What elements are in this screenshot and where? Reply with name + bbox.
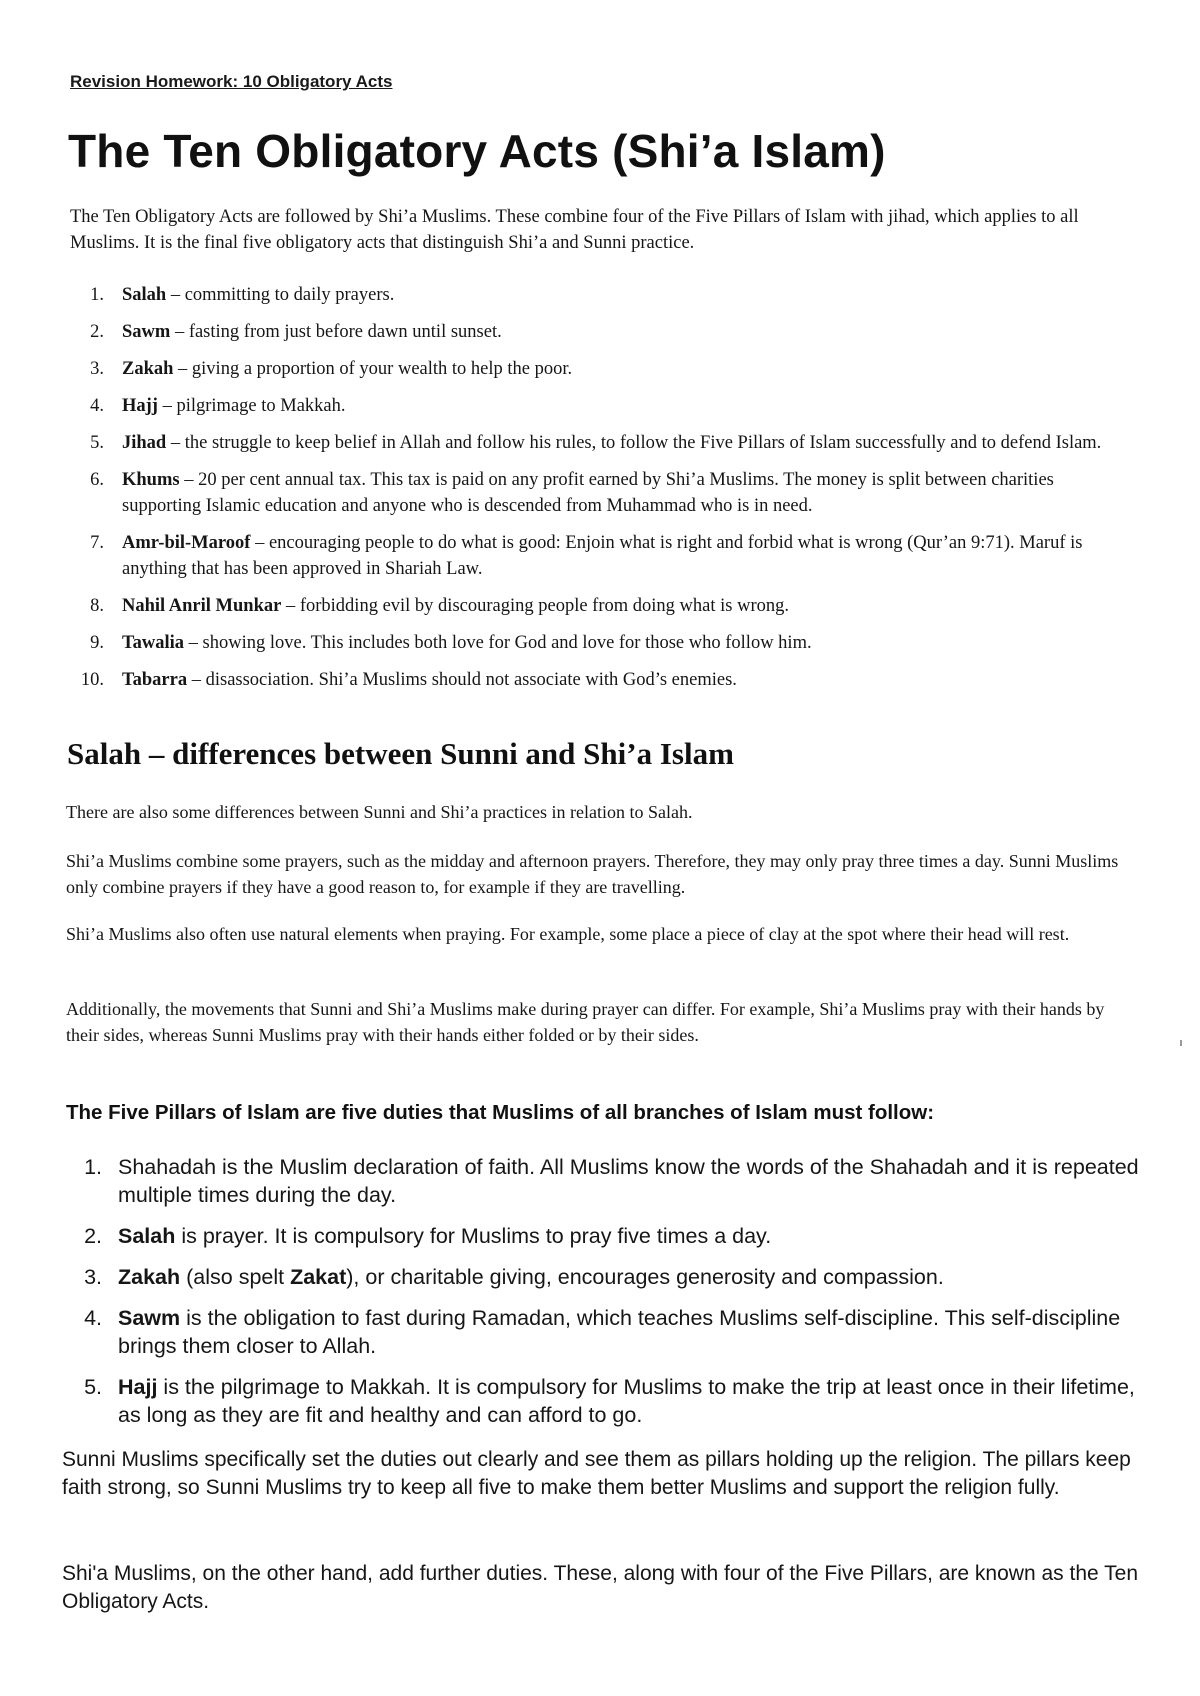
- act-description: – encouraging people to do what is good: Enjoin what is right and forbid what is wrong (Qur’an 9:71). Maruf is anything that has been approved in Shariah Law.: [122, 533, 1083, 579]
- pillar-text: is the obligation to fast during Ramadan, which teaches Muslims self-discipline. This self-discipline brings them closer to Allah.: [118, 1306, 1121, 1358]
- act-term: Tawalia: [122, 633, 185, 653]
- scan-artifact: [1180, 1040, 1182, 1046]
- item-number: 10.: [80, 670, 104, 690]
- item-number: 5.: [90, 433, 104, 453]
- act-term: Khums: [122, 470, 180, 490]
- act-term: Sawm: [122, 322, 171, 342]
- act-description: – fasting from just before dawn until sunset.: [170, 322, 502, 342]
- salah-paragraph: Additionally, the movements that Sunni and Shi’a Muslims make during prayer can differ. For example, Shi’a Muslims pray with their hands by their sides, whereas Sunni Muslims pray with their hands either folded or by their sides.: [66, 999, 1105, 1045]
- list-item: [70, 667, 1130, 693]
- act-description: – forbidding evil by discouraging people from doing what is wrong.: [281, 596, 789, 616]
- page-title: The Ten Obligatory Acts (Shi’a Islam): [68, 125, 886, 177]
- item-number: 2.: [84, 1224, 102, 1248]
- item-number: 2.: [90, 322, 104, 342]
- five-pillars-list: [66, 1153, 1146, 1442]
- pillar-term: Hajj: [118, 1375, 158, 1399]
- obligatory-acts-list: [70, 282, 1130, 704]
- list-item: [66, 1263, 1146, 1291]
- pillar-text: Shahadah is the Muslim declaration of faith. All Muslims know the words of the Shahadah and it is repeated multiple times during the day.: [118, 1155, 1139, 1207]
- salah-paragraph: Shi’a Muslims combine some prayers, such as the midday and afternoon prayers. Therefore, they may only pray three times a day. Sunni Muslims only combine prayers if they have a good reason to, for example if they are travelling.: [66, 851, 1119, 897]
- pillar-term: Salah: [118, 1224, 176, 1248]
- pillar-text: is prayer. It is compulsory for Muslims to pray five times a day.: [175, 1224, 772, 1248]
- act-term: Salah: [122, 285, 167, 305]
- list-item: [70, 467, 1130, 519]
- salah-section-heading: Salah – differences between Sunni and Shi’a Islam: [67, 736, 734, 771]
- pillars-heading: The Five Pillars of Islam are five duties that Muslims of all branches of Islam must follow:: [66, 1101, 935, 1124]
- act-description: – showing love. This includes both love for God and love for those who follow him.: [184, 633, 812, 653]
- act-term: Tabarra: [122, 670, 188, 690]
- list-item: [66, 1304, 1146, 1360]
- list-item: [70, 593, 1130, 619]
- salah-paragraph: There are also some differences between Sunni and Shi’a practices in relation to Salah.: [66, 802, 693, 822]
- act-term: Amr-bil-Maroof: [122, 533, 251, 553]
- item-number: 4.: [90, 396, 104, 416]
- item-number: 7.: [90, 533, 104, 553]
- list-item: [66, 1222, 1146, 1250]
- pillar-term: Sawm: [118, 1306, 181, 1330]
- act-description: – 20 per cent annual tax. This tax is paid on any profit earned by Shi’a Muslims. The money is split between charities supporting Islamic education and anyone who is descended from Muhammad who is in need.: [122, 470, 1054, 516]
- act-term: Nahil Anril Munkar: [122, 596, 282, 616]
- item-number: 4.: [84, 1306, 102, 1330]
- list-item: [70, 319, 1130, 345]
- act-term: Zakah: [122, 359, 174, 379]
- list-item: [66, 1373, 1146, 1429]
- item-number: 6.: [90, 470, 104, 490]
- list-item: [70, 530, 1130, 582]
- act-description: – disassociation. Shi’a Muslims should not associate with God’s enemies.: [187, 670, 737, 690]
- act-description: – the struggle to keep belief in Allah and follow his rules, to follow the Five Pillars of Islam successfully and to defend Islam.: [166, 433, 1102, 453]
- sunni-paragraph: Sunni Muslims specifically set the duties out clearly and see them as pillars holding up the religion. The pillars keep faith strong, so Sunni Muslims try to keep all five to make them better Muslims and support the religion fully.: [62, 1448, 1131, 1499]
- item-number: 8.: [90, 596, 104, 616]
- act-description: – pilgrimage to Makkah.: [157, 396, 346, 416]
- pillar-text: is the pilgrimage to Makkah. It is compulsory for Muslims to make the trip at least once in their lifetime, as long as they are fit and healthy and can afford to go.: [118, 1375, 1135, 1427]
- pillar-text: (also spelt: [180, 1265, 291, 1289]
- act-term: Jihad: [122, 433, 167, 453]
- list-item: [70, 630, 1130, 656]
- item-number: 1.: [90, 285, 104, 305]
- pillar-term-alt: Zakat: [290, 1265, 347, 1289]
- shia-paragraph: Shi'a Muslims, on the other hand, add further duties. These, along with four of the Five Pillars, are known as the Ten Obligatory Acts.: [62, 1562, 1138, 1613]
- list-item: [70, 356, 1130, 382]
- item-number: 3.: [90, 359, 104, 379]
- homework-label: Revision Homework: 10 Obligatory Acts: [70, 72, 393, 91]
- salah-paragraph: Shi’a Muslims also often use natural elements when praying. For example, some place a piece of clay at the spot where their head will rest.: [66, 924, 1070, 944]
- item-number: 5.: [84, 1375, 102, 1399]
- intro-paragraph: The Ten Obligatory Acts are followed by Shi’a Muslims. These combine four of the Five Pillars of Islam with jihad, which applies to all Muslims. It is the final five obligatory acts that distinguish Shi’a and Sunni practice.: [70, 207, 1079, 253]
- item-number: 3.: [84, 1265, 102, 1289]
- act-description: – giving a proportion of your wealth to help the poor.: [173, 359, 573, 379]
- act-term: Hajj: [122, 396, 158, 416]
- list-item: [70, 282, 1130, 308]
- list-item: [70, 393, 1130, 419]
- pillar-text: ), or charitable giving, encourages generosity and compassion.: [346, 1265, 944, 1289]
- item-number: 9.: [90, 633, 104, 653]
- list-item: [70, 430, 1130, 456]
- list-item: [66, 1153, 1146, 1209]
- item-number: 1.: [84, 1155, 102, 1179]
- pillar-term: Zakah: [118, 1265, 181, 1289]
- act-description: – committing to daily prayers.: [166, 285, 395, 305]
